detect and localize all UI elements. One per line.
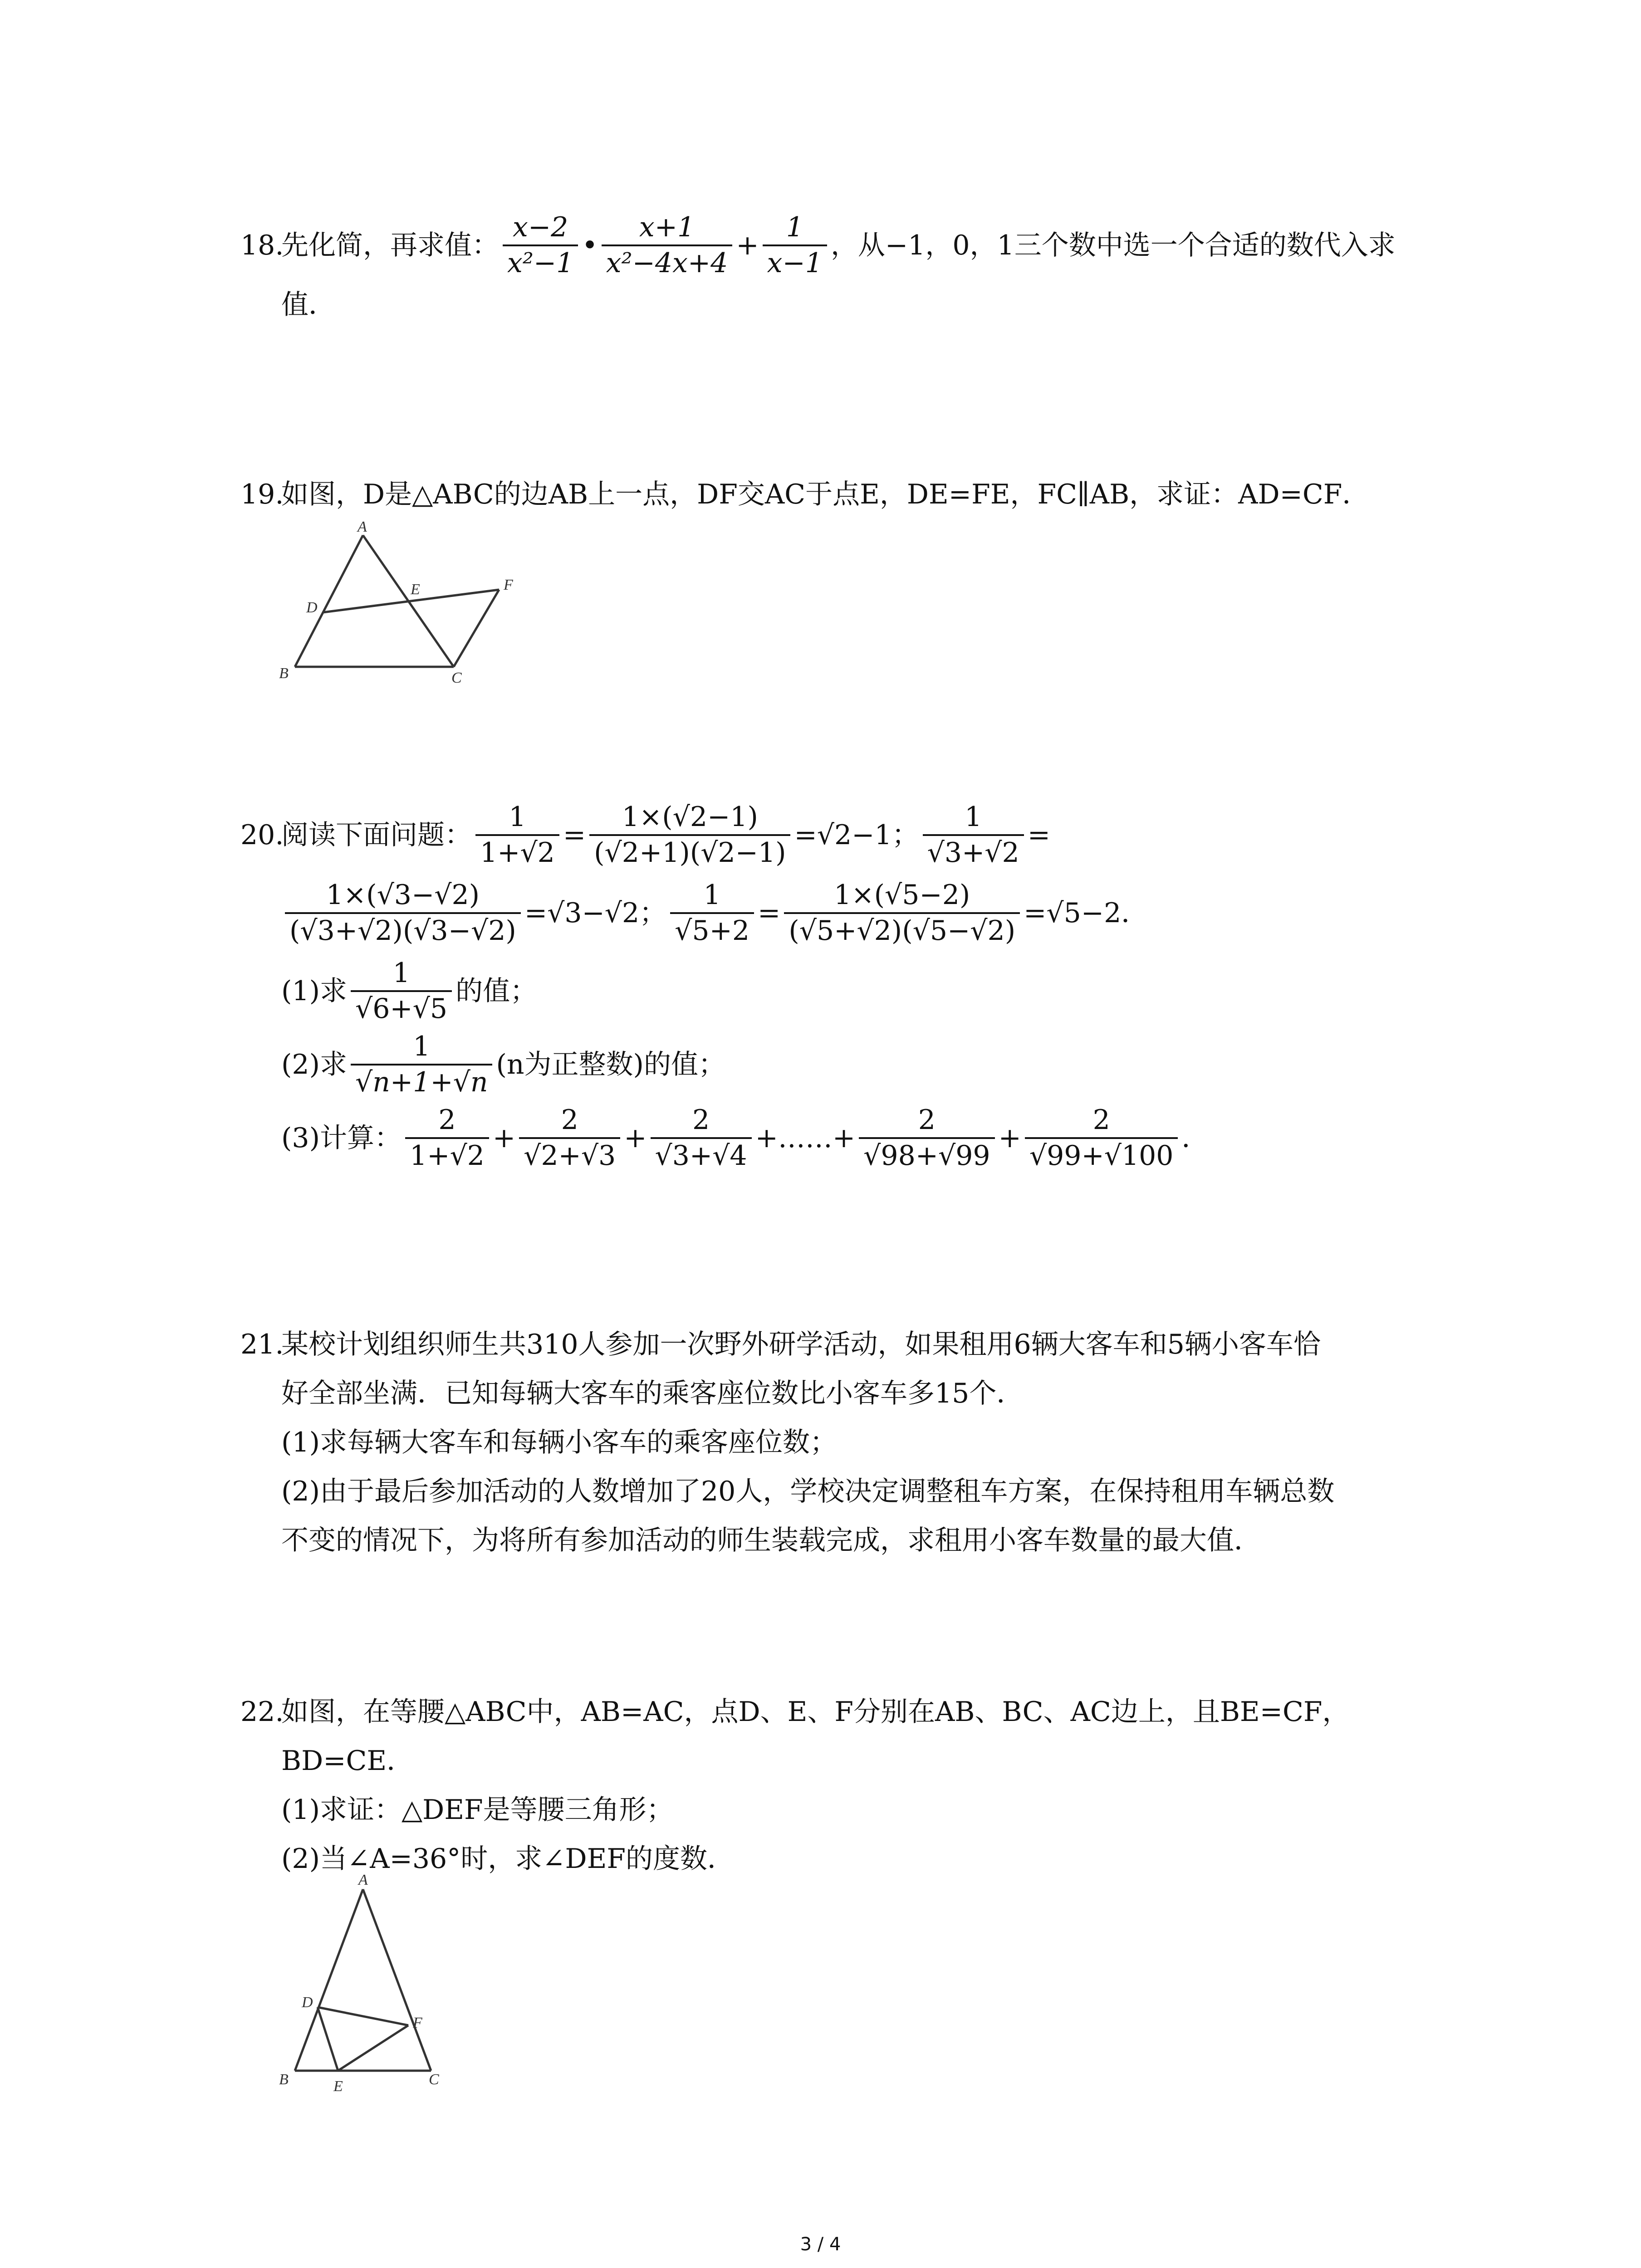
fraction [475, 803, 559, 867]
fraction [784, 881, 1020, 945]
page-number: 3 / 4 [800, 2234, 841, 2255]
question-18 [240, 213, 1465, 327]
vertex-label-a: A [358, 522, 367, 535]
question-number: 18. [240, 230, 284, 261]
denominator: x−1 [763, 244, 827, 278]
question-19 [240, 472, 1465, 517]
plus-sign: + [736, 230, 759, 261]
triangle-figure-22 [272, 1871, 463, 2098]
denominator: √5+2 [670, 912, 754, 945]
vertex-label-d: D [306, 599, 318, 616]
vertex-label-e: E [411, 581, 420, 598]
ellipsis-sum: +……+ [755, 1122, 856, 1154]
vertex-label-b: B [279, 2071, 289, 2088]
numerator: 1×(√3−√2) [326, 879, 480, 911]
numerator: 1 [786, 211, 803, 243]
vertex-label-c: C [451, 670, 462, 685]
question-number: 22. [240, 1696, 284, 1728]
denominator: √98+√99 [859, 1137, 994, 1170]
vertex-label-e: E [333, 2078, 343, 2095]
numerator: 1 [965, 801, 982, 833]
fraction [651, 1106, 752, 1170]
question-number: 20. [240, 819, 284, 851]
question-line-1: 某校计划组织师生共310人参加一次野外研学活动，如果租用6辆大客车和5辆小客车恰 [281, 1329, 1321, 1360]
question-tail: ，从−1，0，1三个数中选一个合适的数代入求 [830, 230, 1396, 261]
denominator: √6+√5 [351, 990, 452, 1023]
fraction-2 [602, 213, 733, 278]
numerator: 1 [392, 957, 410, 989]
numerator: 2 [1092, 1104, 1110, 1136]
numerator: 1 [413, 1031, 431, 1062]
fraction-1 [503, 213, 578, 278]
question-21 [240, 1320, 1465, 1565]
question-part-2: (2)当∠A=36°时，求∠DEF的度数． [281, 1843, 735, 1875]
denominator: (√5+√2)(√5−√2) [784, 912, 1020, 945]
denominator: (√2+1)(√2−1) [589, 834, 790, 867]
numerator: 1×(√2−1) [622, 801, 758, 833]
numerator: 2 [918, 1104, 936, 1136]
denominator: √n+1+√n [351, 1064, 492, 1097]
result: =√2−1； [794, 819, 919, 851]
part-prefix: (3)计算： [281, 1122, 402, 1154]
fraction [589, 803, 790, 867]
fraction [519, 1106, 620, 1170]
denominator: √2+√3 [519, 1137, 620, 1170]
numerator: x−2 [513, 211, 568, 243]
question-20: 20. 阅读下面问题： $\frac{1}{1+√2}$ = $\frac{1\times(√2-1)}{(√2+1)(√2-1)}$ =√2−1； $\frac{1}{√3+√2}$ = $\frac{1\times(√3-√2)}{(√3+√2)(√3-√2)}$ =√3−√2； $\frac{1}{√5+2}$ = $\frac{1\times(√5-2)}{(√5+√2)(√5-√2)}$ =√5−2． (1)求 $\frac{1}{√6+√5}$ 的值； (2)求 $\frac{1}{√n+1+√n}$ (n为正整数)的值； (3)计算： $\frac{2}{1+√2}$ + $\frac{2}{√2+√3}$ + $\frac{2}{√3+√4}$ +……+ $\frac{2}{√98+√99}$ + $\frac{2}{√99+√100}$ ． [240, 801, 1209, 1172]
multiply-dot: • [582, 230, 598, 261]
part-prefix: (1)求 [281, 975, 347, 1007]
numerator: 2 [692, 1104, 710, 1136]
denominator: √3+√4 [651, 1137, 752, 1170]
period: ． [1181, 1122, 1209, 1154]
fraction [351, 1032, 492, 1097]
part-prefix: (2)求 [281, 1049, 347, 1080]
denominator: √99+√100 [1025, 1137, 1178, 1170]
question-number: 19. [240, 479, 284, 510]
part-suffix: 的值； [456, 975, 538, 1007]
question-lead: 阅读下面问题： [281, 819, 472, 851]
fraction [405, 1106, 489, 1170]
question-lead: 先化简，再求值： [281, 230, 499, 261]
question-part-1: (1)求每辆大客车和每辆小客车的乘客座位数； [281, 1427, 837, 1458]
vertex-label-d: D [302, 1994, 313, 2011]
triangle-figure-19 [272, 522, 526, 685]
vertex-label-f: F [413, 2014, 422, 2031]
fraction [1025, 1106, 1178, 1170]
numerator: x+1 [639, 211, 695, 243]
fraction [285, 881, 521, 945]
part-suffix: (n为正整数)的值； [496, 1049, 725, 1080]
denominator: 1+√2 [405, 1137, 489, 1170]
denominator: (√3+√2)(√3−√2) [285, 912, 521, 945]
question-line-2: 好全部坐满．已知每辆大客车的乘客座位数比小客车多15个． [281, 1378, 1024, 1409]
vertex-label-f: F [504, 577, 513, 593]
equals-sign: = [1027, 819, 1050, 851]
numerator: 1 [703, 879, 721, 911]
question-22 [240, 1687, 1465, 1883]
question-part-1: (1)求证：△DEF是等腰三角形； [281, 1794, 674, 1826]
question-text: 如图，D是△ABC的边AB上一点，DF交AC于点E，DE=FE，FC∥AB，求证：AD=CF． [281, 479, 1370, 510]
question-part-2: (2)由于最后参加活动的人数增加了20人，学校决定调整租车方案，在保持租用车辆总数 [281, 1476, 1335, 1507]
result: =√3−√2； [524, 897, 667, 929]
question-number: 21. [240, 1329, 284, 1360]
numerator: 1×(√5−2) [834, 879, 970, 911]
denominator: x²−1 [503, 244, 578, 278]
denominator: x²−4x+4 [602, 244, 733, 278]
numerator: 2 [561, 1104, 578, 1136]
denominator: 1+√2 [475, 834, 559, 867]
numerator: 1 [509, 801, 526, 833]
fraction [670, 881, 754, 945]
question-line-1: 如图，在等腰△ABC中，AB=AC，点D、E、F分别在AB、BC、AC边上，且BE=CF， [281, 1696, 1350, 1728]
question-line-2: 值． [281, 289, 336, 321]
denominator: √3+√2 [923, 834, 1024, 867]
result: =√5−2． [1024, 897, 1149, 929]
vertex-label-c: C [429, 2071, 439, 2088]
fraction [859, 1106, 994, 1170]
fraction [923, 803, 1024, 867]
question-line-2: BD=CE． [281, 1745, 414, 1777]
question-line-5: 不变的情况下，为将所有参加活动的师生装载完成，求租用小客车数量的最大值． [281, 1525, 1261, 1556]
numerator: 2 [438, 1104, 456, 1136]
vertex-label-a: A [358, 1872, 368, 1888]
fraction-3 [763, 213, 827, 278]
vertex-label-b: B [279, 665, 289, 682]
fraction [351, 959, 452, 1023]
